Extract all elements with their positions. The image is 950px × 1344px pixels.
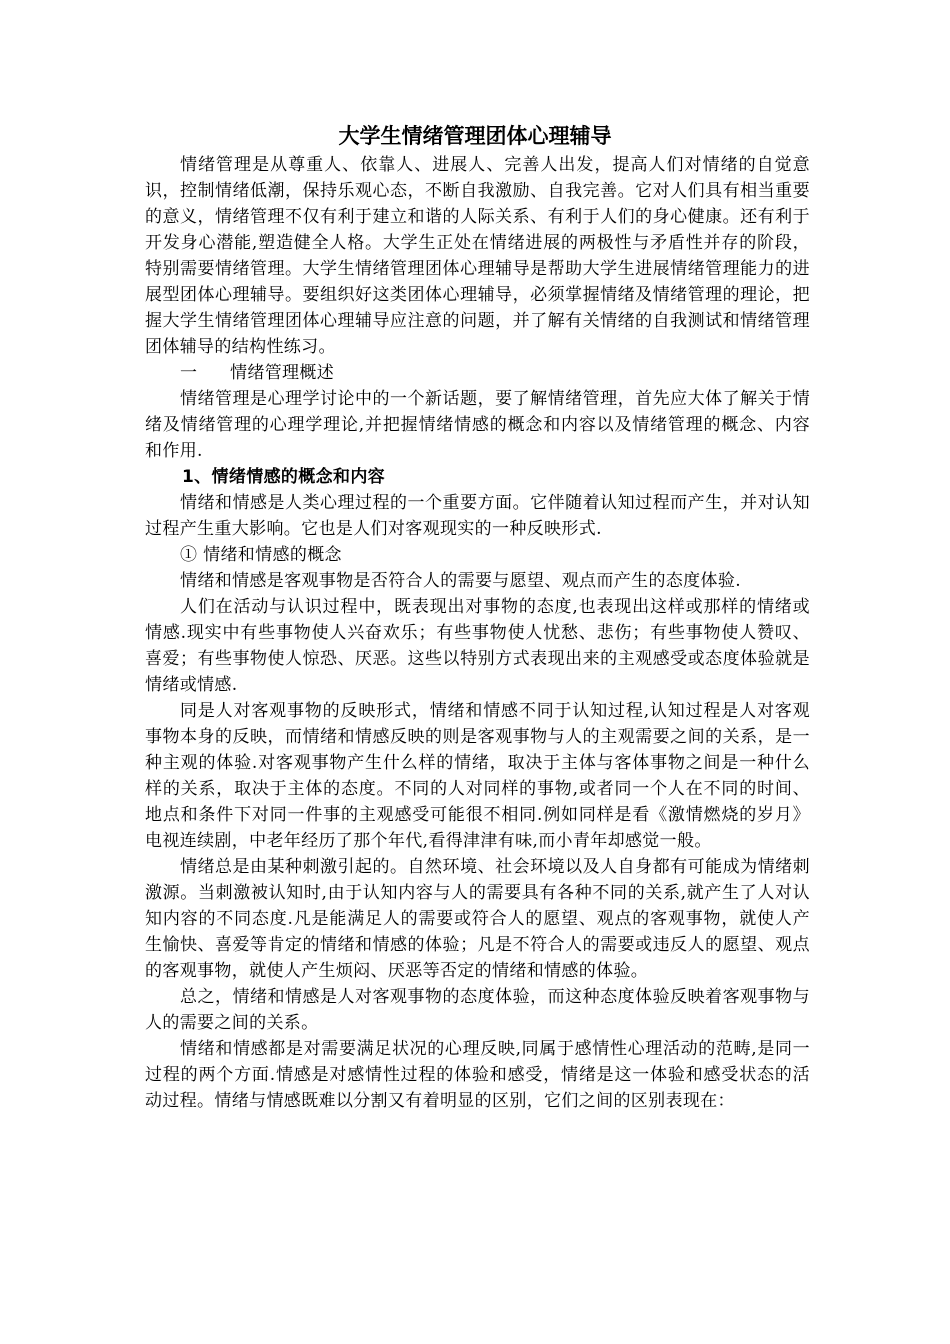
section-number: 一 bbox=[180, 363, 198, 383]
stimulus-paragraph: 情绪总是由某种刺激引起的。自然环境、社会环境以及人自身都有可能成为情绪刺激源。当刺激被认知时,由于认知内容与人的需要具有各种不同的关系,就产生了人对认知内容的不同态度.凡是能满足人的需要或符合人的愿望、观点的客观事物，就使人产生愉快、喜爱等肯定的情绪和情感的体验；凡是不符合人的需要或违反人的愿望、观点的客观事物，就使人产生烦闷、厌恶等否定的情绪和情感的体验。 bbox=[145, 857, 810, 981]
intro-paragraph: 情绪管理是从尊重人、依靠人、进展人、完善人出发，提高人们对情绪的自觉意识，控制情绪低潮，保持乐观心态，不断自我激励、自我完善。它对人们具有相当重要的意义，情绪管理不仅有利于建立和谐的人际关系、有利于人们的身心健康。还有利于开发身心潜能,塑造健全人格。大学生正处在情绪进展的两极性与矛盾性并存的阶段，特别需要情绪管理。大学生情绪管理团体心理辅导是帮助大学生进展情绪管理能力的进展型团体心理辅导。要组织好这类团体心理辅导，必须掌握情绪及情绪管理的理论，把握大学生情绪管理团体心理辅导应注意的问题，并了解有关情绪的自我测试和情绪管理团体辅导的结构性练习。 bbox=[145, 155, 810, 357]
subsection-paragraph: 情绪和情感是人类心理过程的一个重要方面。它伴随着认知过程而产生，并对认知过程产生重大影响。它也是人们对客观现实的一种反映形式. bbox=[145, 493, 810, 539]
document-body bbox=[145, 152, 810, 1114]
summary-paragraph: 总之，情绪和情感是人对客观事物的态度体验，而这种态度体验反映着客观事物与人的需要之间的关系。 bbox=[145, 987, 810, 1033]
item-heading: ① 情绪和情感的概念 bbox=[180, 545, 342, 565]
difference-paragraph: 情绪和情感都是对需要满足状况的心理反映,同属于感情性心理活动的范畴,是同一过程的两个方面.情感是对感情性过程的体验和感受，情绪是这一体验和感受状态的活动过程。情绪与情感既难以分割又有着明显的区别，它们之间的区别表现在： bbox=[145, 1039, 810, 1111]
activity-paragraph: 人们在活动与认识过程中，既表现出对事物的态度,也表现出这样或那样的情绪或情感.现实中有些事物使人兴奋欢乐；有些事物使人忧愁、悲伤；有些事物使人赞叹、喜爱；有些事物使人惊恐、厌恶。这些以特别方式表现出来的主观感受或态度体验就是情绪或情感. bbox=[145, 597, 810, 695]
section-paragraph: 情绪管理是心理学讨论中的一个新话题，要了解情绪管理，首先应大体了解关于情绪及情绪管理的心理学理论,并把握情绪情感的概念和内容以及情绪管理的概念、内容和作用. bbox=[145, 389, 810, 461]
document-title: 大学生情绪管理团体心理辅导 bbox=[338, 124, 612, 148]
section-heading bbox=[145, 360, 810, 386]
definition-paragraph: 情绪和情感是客观事物是否符合人的需要与愿望、观点而产生的态度体验. bbox=[180, 571, 741, 591]
reflection-paragraph: 同是人对客观事物的反映形式，情绪和情感不同于认知过程,认知过程是人对客观事物本身的反映，而情绪和情感反映的则是客观事物与人的主观需要之间的关系，是一种主观的体验.对客观事物产生什么样的情绪，取决于主体与客体事物之间是一种什么样的关系，取决于主体的态度。不同的人对同样的事物,或者同一个人在不同的时间、地点和条件下对同一件事的主观感受可能很不相同.例如同样是看《激情燃烧的岁月》电视连续剧，中老年经历了那个年代,看得津津有味,而小青年却感觉一般。 bbox=[145, 701, 810, 851]
subsection-heading: 1、情绪情感的概念和内容 bbox=[182, 467, 386, 487]
section-title: 情绪管理概述 bbox=[230, 363, 335, 383]
